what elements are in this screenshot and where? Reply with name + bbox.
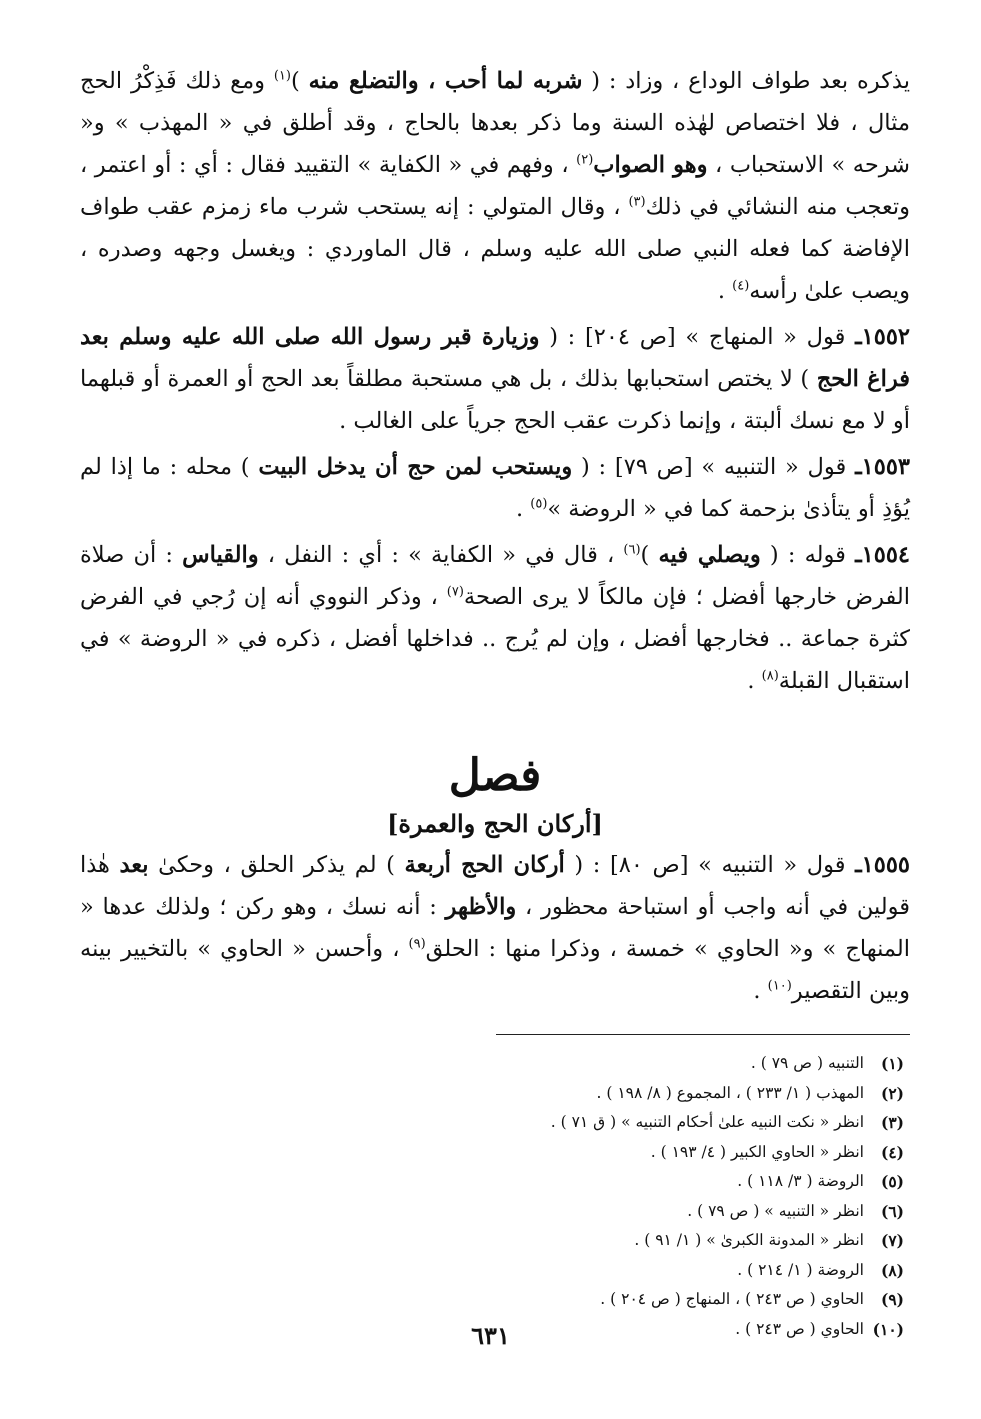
bold-text: ويستحب لمن حج أن يدخل البيت (258, 454, 573, 480)
footnote-ref: (٢) (576, 152, 594, 168)
text-run: قوله : ( (760, 542, 856, 568)
text-run: ) لا يختص استحبابها بذلك ، بل هي مستحبة مطلقاً بعد الحج أو العمرة أو قبلهما أو لا مع نسك ألبتة ، وإنما ذكرت عقب الحج جرياً على الغالب . (80, 366, 910, 434)
footnote-ref: (٦) (623, 542, 641, 558)
footnote-number: (٢) (880, 1083, 904, 1103)
footnote-text: الروضة ( ١/ ٢١٤ ) . (737, 1260, 864, 1279)
text-run: : أنه نسك ، وهو ركن ؛ ولذلك عدها « المنهاج » و« الحاوي » خمسة ، وذكرا منها : الحلق (80, 894, 910, 962)
main-text (80, 60, 910, 702)
bold-text: شربه لما أحب ، والتضلع منه (308, 68, 583, 94)
paragraph-p-1553 (80, 446, 910, 530)
text-run: ) (290, 68, 309, 94)
text-run: يذكره بعد طواف الوداع ، وزاد : ( (582, 68, 910, 94)
text-run: ، قال في « الكفاية » : أي : النفل ، (258, 542, 624, 568)
page-number: ٦٣١ (471, 1321, 510, 1350)
text-run: ، وقال المتولي : إنه يستحب شرب ماء زمزم عقب طواف الإفاضة كما فعله النبي صلى الله عليه وسلم ، قال الماوردي : ويغسل وجهه وصدره ، ويصب علىٰ رأسه (80, 194, 910, 304)
footnote-item (80, 1256, 904, 1286)
text-run: ، وأحسن « الحاوي » بالتخيير بينه وبين التقصير (80, 936, 910, 1004)
footnote-ref: (٣) (628, 194, 646, 210)
text-run: ، وفهم في « الكفاية » التقييد فقال : أي : أو اعتمر ، وتعجب منه النشائي في ذلك (80, 152, 910, 220)
fasl-ornament: فصل (448, 750, 542, 801)
footnote-ref: (٨) (761, 668, 779, 684)
footnote-ref: (٤) (732, 278, 750, 294)
footnote-number: (٩) (880, 1290, 904, 1309)
text-run: ، وذكر النووي أنه إن رُجي في الفرض كثرة جماعة .. فخارجها أفضل ، وإن لم يُرج .. فداخلها أفضل ، ذكره في « الروضة » في استقبال القبلة (80, 584, 910, 694)
bold-text: وهو الصواب (593, 152, 708, 178)
bold-text: ويصلي فيه (658, 542, 761, 568)
footnote-number: (٤) (880, 1142, 904, 1162)
footnote-text: الروضة ( ٣/ ١١٨ ) . (737, 1172, 864, 1190)
footnote-text: انظر « التنبيه » ( ص ٧٩ ) . (687, 1201, 864, 1220)
footnote-text: الحاوي ( ص ٢٤٣ ) . (735, 1319, 864, 1338)
bold-text: ١٥٥٥ـ (855, 852, 911, 878)
footnote-item (80, 1079, 904, 1109)
footnotes (80, 1049, 904, 1344)
footnote-number: (٧) (880, 1231, 904, 1250)
footnote-ref: (٧) (446, 584, 464, 600)
footnote-text: التنبيه ( ص ٧٩ ) . (750, 1054, 864, 1072)
footnote-divider (496, 1034, 910, 1035)
text-run: ومع ذلك فَذِكْرُ الحج مثال ، فلا اختصاص لهٰذه السنة وما ذكر بعدها بالحاج ، وقد أطلق في « المهذب » و« شرحه » الاستحباب ، (80, 68, 910, 178)
footnote-text: المهذب ( ١/ ٢٣٣ ) ، المجموع ( ٨/ ١٩٨ ) . (596, 1083, 864, 1102)
bold-text: ١٥٥٢ـ (855, 324, 910, 350)
footnote-item (80, 1226, 904, 1256)
bold-text: وزيارة قبر رسول الله صلى الله عليه وسلم بعد فراغ الحج (80, 324, 910, 392)
text-run: . (717, 278, 733, 304)
text-run: قول « التنبيه » [ص ٨٠] : ( (564, 852, 856, 878)
text-run: ) لم يذكر الحلق ، وحكىٰ (148, 852, 405, 878)
footnote-text: انظر « الحاوي الكبير ( ٤/ ١٩٣ ) . (650, 1142, 864, 1161)
footnote-text: انظر « المدونة الكبرىٰ » ( ١/ ٩١ ) . (634, 1231, 864, 1249)
page-body (80, 60, 910, 1344)
footnote-ref: (٥) (530, 496, 548, 512)
paragraph-p-intro (80, 60, 910, 312)
footnote-item (80, 1197, 904, 1227)
section-heading (80, 748, 910, 844)
paragraph-p-1552 (80, 316, 910, 442)
text-run: ) (640, 542, 659, 568)
text-run: قول « التنبيه » [ص ٧٩] : ( (572, 454, 856, 480)
text-run: . (753, 978, 768, 1004)
paragraph-p-1554 (80, 534, 910, 702)
text-run: . (515, 496, 531, 522)
footnote-ref: (١٠) (767, 978, 792, 994)
bold-text: والقياس (182, 542, 259, 568)
section-title: [أركان الحج والعمرة] (387, 809, 603, 838)
bold-text: ١٥٥٣ـ (855, 454, 910, 480)
footnote-number: (٥) (880, 1172, 904, 1191)
bold-text: بعد (119, 852, 149, 878)
text-run: هٰذا قولين في أنه واجب أو استباحة محظور ، (80, 852, 910, 920)
footnote-ref: (١) (273, 68, 291, 84)
footnote-number: (٣) (880, 1113, 904, 1132)
text-run: قول « المنهاج » [ص ٢٠٤] : ( (539, 324, 856, 350)
footnote-ref: (٩) (408, 936, 426, 952)
footnote-item (80, 1108, 904, 1138)
main-text-continued (80, 844, 910, 1012)
text-run: ) محله : ما إذا لم يُؤذِ أو يتأذىٰ بزحمة كما في « الروضة » (80, 454, 910, 522)
paragraph-p-1555 (80, 844, 910, 1012)
bold-text: والأظهر (445, 894, 517, 920)
bold-text: ١٥٥٤ـ (855, 542, 910, 568)
bold-text: أركان الحج أربعة (404, 852, 565, 878)
footnote-number: (٨) (880, 1260, 904, 1280)
footnote-item (80, 1138, 904, 1168)
footnote-number: (١٠) (872, 1319, 904, 1339)
text-run: : أن صلاة الفرض خارجها أفضل ؛ فإن مالكاً لا يرى الصحة (80, 542, 910, 610)
footnote-item (80, 1167, 904, 1197)
footnote-number: (٦) (880, 1201, 904, 1221)
footnote-item (80, 1049, 904, 1079)
footnote-item (80, 1285, 904, 1315)
footnote-text: الحاوي ( ص ٢٤٣ ) ، المنهاج ( ص ٢٠٤ ) . (600, 1290, 864, 1308)
text-run: . (747, 668, 762, 694)
footnote-text: انظر « نكت النبيه علىٰ أحكام التنبيه » ( ق ٧١ ) . (550, 1113, 864, 1131)
footnote-number: (١) (880, 1054, 904, 1073)
